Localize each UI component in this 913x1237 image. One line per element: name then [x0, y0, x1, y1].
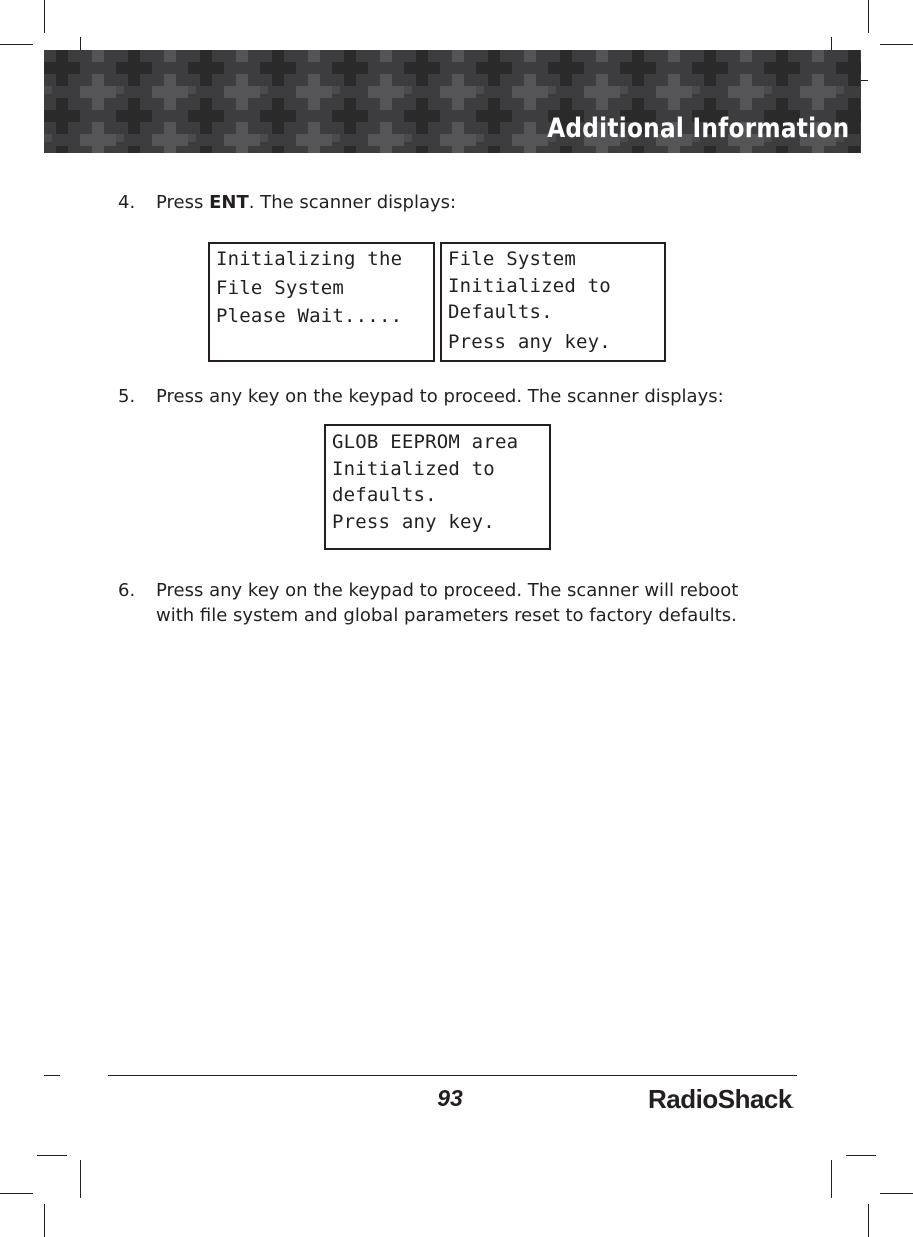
lcd-line: Please Wait..... [216, 305, 403, 327]
lcd-line: Press any key. [332, 511, 495, 533]
step-text: Press ENT. The scanner displays: [156, 192, 457, 213]
key-label: ENT [209, 192, 249, 213]
page-number: 93 [437, 1085, 463, 1111]
crop-mark [44, 0, 45, 33]
crop-mark [880, 1193, 913, 1194]
lcd-display-fs-defaults [440, 242, 666, 362]
lcd-line: GLOB EEPROM area [332, 431, 519, 453]
crop-mark [44, 1204, 45, 1237]
crop-mark [868, 1204, 869, 1237]
brand-mark: . [791, 1101, 794, 1110]
lcd-display-eeprom [324, 424, 551, 550]
step-number: 6. [118, 580, 136, 601]
crop-mark [0, 1193, 33, 1194]
step-number: 4. [118, 192, 136, 213]
lcd-display-initializing [208, 242, 435, 362]
lcd-line: Defaults. [448, 301, 553, 323]
crop-mark [37, 1155, 67, 1156]
crop-mark [868, 0, 869, 33]
step-text-line: Press any key on the keypad to proceed. The scanner will reboot [156, 580, 739, 601]
brand-name: RadioShack [648, 1084, 792, 1114]
crop-mark [44, 1075, 60, 1076]
crop-mark [80, 1160, 81, 1198]
step-text: Press any key on the keypad to proceed. The scanner displays: [156, 386, 724, 407]
lcd-line: Initialized to [448, 275, 611, 297]
lcd-line: Press any key. [448, 331, 611, 353]
crop-mark [831, 1160, 832, 1198]
footer-rule [108, 1075, 797, 1076]
lcd-line: defaults. [332, 484, 437, 506]
step-number: 5. [118, 386, 136, 407]
lcd-line: Initialized to [332, 458, 495, 480]
crop-mark [880, 44, 913, 45]
step-text-line: with file system and global parameters reset to factory defaults. [156, 605, 737, 626]
lcd-line: File System [448, 248, 577, 270]
crop-mark [846, 1155, 876, 1156]
brand-logo [648, 1084, 794, 1115]
crop-mark [0, 44, 33, 45]
lcd-line: File System [216, 277, 345, 299]
lcd-line: Initializing the [216, 248, 403, 270]
section-title: Additional Information [546, 113, 849, 144]
